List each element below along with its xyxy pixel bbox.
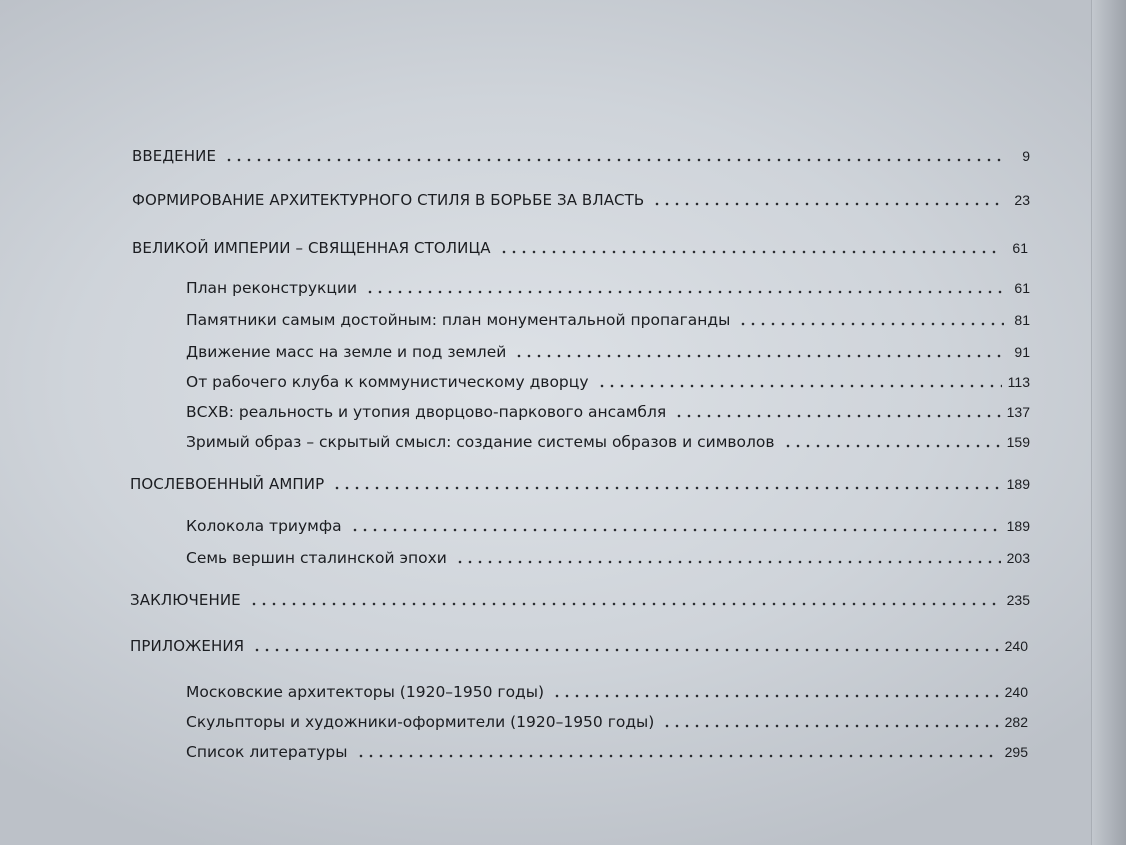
toc-entry-page: 61: [1014, 280, 1030, 296]
toc-entry-section: [186, 736, 1028, 762]
toc-entry-label: ПОСЛЕВОЕННЫЙ АМПИР: [130, 475, 325, 493]
dot-leader: [552, 694, 999, 698]
toc-entry-page: 203: [1006, 550, 1030, 566]
toc-entry-section: [186, 510, 1030, 536]
toc-entry-section: [186, 272, 1030, 298]
toc-entry-chapter-2: [132, 232, 1028, 258]
toc-entry-page: 9: [1022, 148, 1030, 164]
dot-leader: [455, 560, 1001, 564]
toc-entry-label: ФОРМИРОВАНИЕ АРХИТЕКТУРНОГО СТИЛЯ В БОРЬБЕ ЗА ВЛАСТЬ: [132, 191, 645, 209]
dot-leader: [332, 486, 1000, 490]
dot-leader: [662, 724, 998, 728]
toc-entry-page: 91: [1014, 344, 1030, 360]
toc-entry-section: [186, 426, 1030, 452]
dot-leader: [252, 648, 998, 652]
toc-entry-page: 295: [1004, 744, 1028, 760]
toc-entry-section: [186, 336, 1030, 362]
toc-entry-section: [186, 366, 1030, 392]
toc-entry-introduction: [132, 140, 1030, 166]
toc-entry-page: 235: [1006, 592, 1030, 608]
dot-leader: [350, 528, 1001, 532]
toc-entry-conclusion: [130, 584, 1030, 610]
toc-entry-label: Скульпторы и художники-оформители (1920–1950 годы): [186, 713, 655, 731]
toc-entry-page: 189: [1006, 518, 1030, 534]
toc-entry-appendices: [130, 630, 1028, 656]
toc-entry-section: [186, 304, 1030, 330]
page-edge: [1091, 0, 1126, 845]
toc-entry-label: От рабочего клуба к коммунистическому дворцу: [186, 373, 589, 391]
toc-entry-label: ПРИЛОЖЕНИЯ: [130, 637, 245, 655]
dot-leader: [652, 202, 1004, 206]
toc-entry-label: Колокола триумфа: [186, 517, 342, 535]
toc-entry-label: План реконструкции: [186, 279, 358, 297]
toc-entry-page: 137: [1006, 404, 1030, 420]
toc-entry-label: ВЕЛИКОЙ ИМПЕРИИ – СВЯЩЕННАЯ СТОЛИЦА: [132, 239, 491, 257]
toc-entry-page: 159: [1006, 434, 1030, 450]
dot-leader: [597, 384, 1002, 388]
toc-entry-page: 240: [1004, 684, 1028, 700]
toc-entry-label: Список литературы: [186, 743, 348, 761]
dot-leader: [783, 444, 1001, 448]
dot-leader: [365, 290, 1004, 294]
toc-entry-page: 61: [1012, 240, 1028, 256]
dot-leader: [356, 754, 999, 758]
toc-entry-page: 189: [1006, 476, 1030, 492]
toc-entry-section: [186, 542, 1030, 568]
toc-entry-label: ЗАКЛЮЧЕНИЕ: [130, 591, 241, 609]
toc-entry-page: 282: [1004, 714, 1028, 730]
toc-entry-section: [186, 706, 1028, 732]
dot-leader: [499, 250, 1002, 254]
dot-leader: [514, 354, 1004, 358]
toc-entry-page: 81: [1014, 312, 1030, 328]
dot-leader: [738, 322, 1004, 326]
toc-entry-chapter-1: [132, 184, 1030, 210]
toc-entry-label: Движение масс на земле и под землей: [186, 343, 507, 361]
dot-leader: [674, 414, 1000, 418]
toc-entry-label: ВВЕДЕНИЕ: [132, 147, 217, 165]
toc-entry-chapter-3: [130, 468, 1030, 494]
toc-entry-label: ВСХВ: реальность и утопия дворцово-паркового ансамбля: [186, 403, 667, 421]
toc-entry-label: Памятники самым достойным: план монументальной пропаганды: [186, 311, 731, 329]
toc-entry-label: Зримый образ – скрытый смысл: создание системы образов и символов: [186, 433, 775, 451]
toc-entry-page: 113: [1007, 374, 1030, 390]
dot-leader: [224, 158, 1004, 162]
toc-entry-page: 23: [1014, 192, 1030, 208]
toc-entry-page: 240: [1004, 638, 1028, 654]
dot-leader: [249, 602, 1001, 606]
toc-entry-section: [186, 676, 1028, 702]
toc-entry-label: Московские архитекторы (1920–1950 годы): [186, 683, 545, 701]
toc-entry-section: [186, 396, 1030, 422]
toc-entry-label: Семь вершин сталинской эпохи: [186, 549, 447, 567]
